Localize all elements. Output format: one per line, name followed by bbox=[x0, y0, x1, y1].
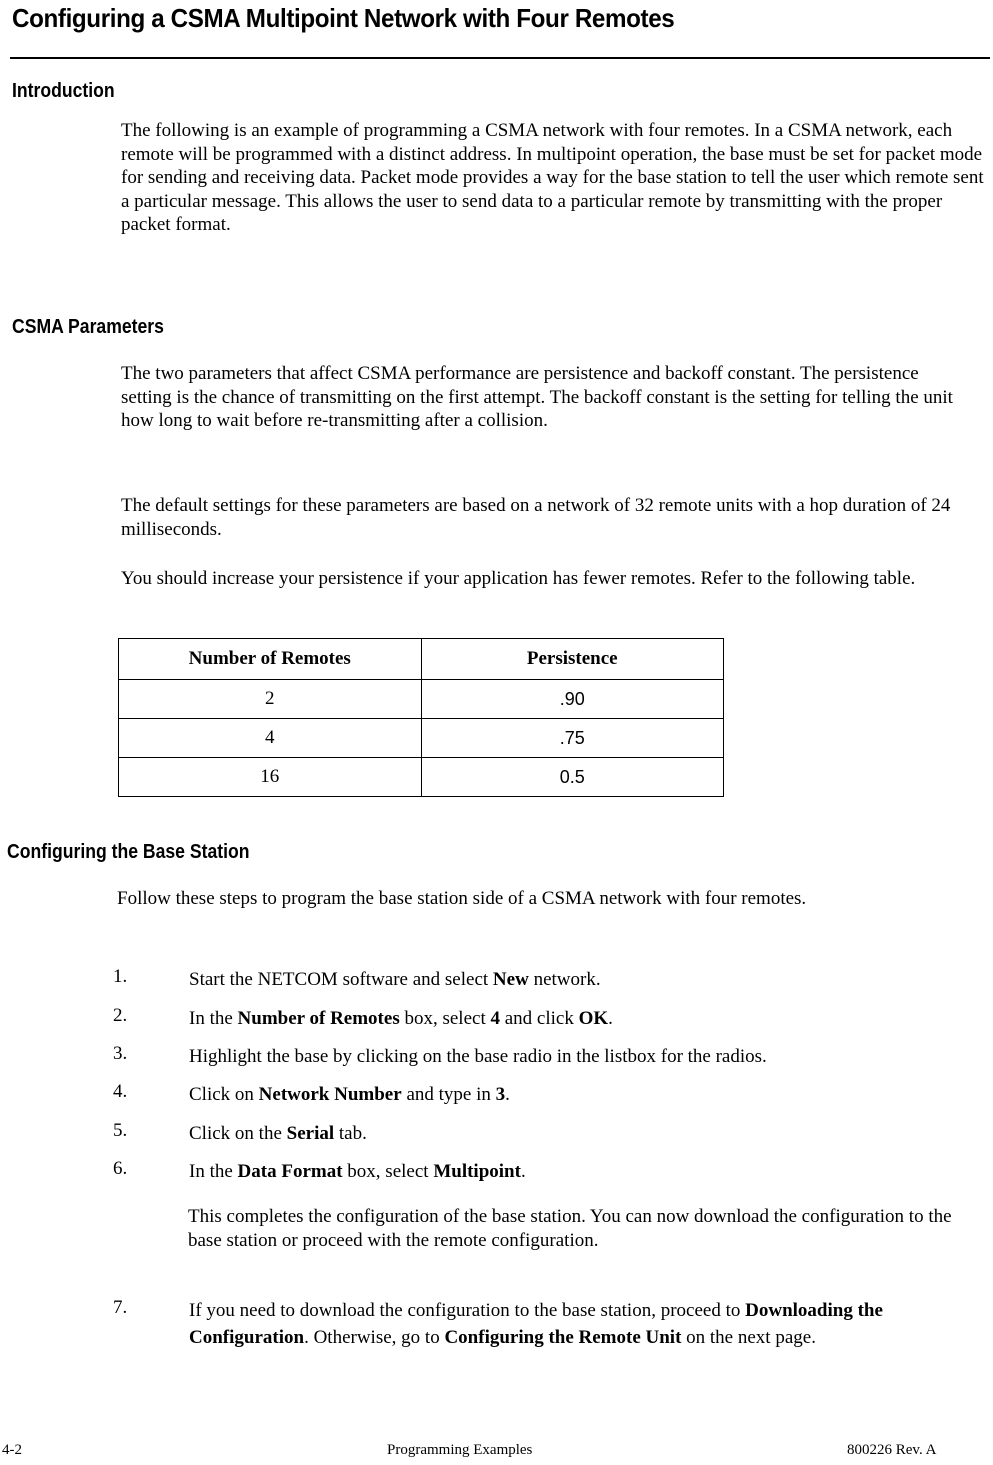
step-number: 6. bbox=[113, 1158, 128, 1179]
footer-doc-revision: 800226 Rev. A bbox=[847, 1442, 937, 1458]
remotes-cell: 16 bbox=[119, 758, 422, 797]
persistence-cell: .90 bbox=[421, 680, 724, 719]
persistence-table bbox=[118, 638, 724, 797]
csma-paragraph-2: The default settings for these parameters are based on a network of 32 remote units with a hop duration of 24 milliseconds. bbox=[121, 495, 951, 540]
intro-paragraph: The following is an example of programming a CSMA network with four remotes. In a CSMA network, each remote will be programmed with a distinct address. In multipoint operation, the base must be set for packet mode for sending and receiving data. Packet mode provides a way for the base station to tell the user which remote sent a particular message. This allows the user to send data to a particular remote by transmitting with the proper packet format. bbox=[121, 120, 984, 235]
step-text: In the Data Format box, select Multipoint. bbox=[189, 1161, 526, 1182]
table-header-row bbox=[119, 639, 724, 680]
step-number: 2. bbox=[113, 1005, 128, 1026]
column-header: Persistence bbox=[421, 639, 724, 680]
title-rule bbox=[10, 57, 990, 59]
step-number: 1. bbox=[113, 966, 128, 987]
step-number: 5. bbox=[113, 1120, 128, 1141]
table-row bbox=[119, 719, 724, 758]
column-header: Number of Remotes bbox=[119, 639, 422, 680]
csma-paragraph-3: You should increase your persistence if your application has fewer remotes. Refer to the following table. bbox=[121, 568, 916, 589]
step-text: If you need to download the configuration to the base station, proceed to Downloading the Configuration. Otherwise, go to Configuring the Remote Unit on the next page. bbox=[189, 1300, 883, 1348]
step-text: Start the NETCOM software and select New network. bbox=[189, 969, 601, 990]
step-number: 4. bbox=[113, 1081, 128, 1102]
footer-page-number: 4-2 bbox=[2, 1442, 22, 1458]
table-row bbox=[119, 758, 724, 797]
base-station-intro: Follow these steps to program the base station side of a CSMA network with four remotes. bbox=[117, 888, 807, 909]
persistence-cell: 0.5 bbox=[421, 758, 724, 797]
remotes-cell: 4 bbox=[119, 719, 422, 758]
step-text: Click on the Serial tab. bbox=[189, 1123, 367, 1144]
csma-paragraph-1: The two parameters that affect CSMA performance are persistence and backoff constant. The persistence setting is the chance of transmitting on the first attempt. The backoff constant is the setting for telling the unit how long to wait before re-transmitting after a collision. bbox=[121, 363, 953, 431]
step-number: 3. bbox=[113, 1043, 128, 1064]
step-number: 7. bbox=[113, 1297, 128, 1318]
csma-heading: CSMA Parameters bbox=[12, 316, 164, 338]
page-title: Configuring a CSMA Multipoint Network with Four Remotes bbox=[12, 3, 675, 33]
step-text: In the Number of Remotes box, select 4 and click OK. bbox=[189, 1008, 613, 1029]
intro-heading: Introduction bbox=[12, 80, 115, 102]
persistence-cell: .75 bbox=[421, 719, 724, 758]
table-row bbox=[119, 680, 724, 719]
remotes-cell: 2 bbox=[119, 680, 422, 719]
footer-chapter: Programming Examples bbox=[387, 1442, 533, 1458]
step-text: Highlight the base by clicking on the base radio in the listbox for the radios. bbox=[189, 1046, 767, 1067]
step-6-note: This completes the configuration of the base station. You can now download the configuration to the base station or proceed with the remote configuration. bbox=[188, 1206, 952, 1251]
step-text: Click on Network Number and type in 3. bbox=[189, 1084, 510, 1105]
base-station-heading: Configuring the Base Station bbox=[7, 841, 250, 863]
